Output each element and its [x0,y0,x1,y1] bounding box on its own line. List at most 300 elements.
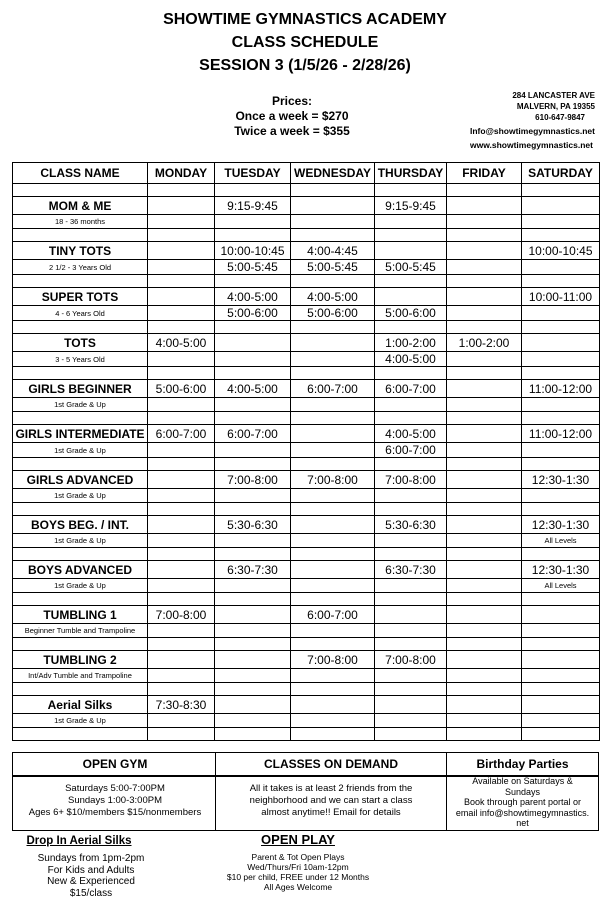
time-wednesday: 7:00-8:00 [291,471,375,489]
class-subrow [13,215,600,229]
time-tuesday-2 [215,352,291,367]
time-wednesday: 4:00-5:00 [291,288,375,306]
empty-cell [215,458,291,471]
time-wednesday-2 [291,443,375,458]
class-row [13,696,600,714]
empty-cell [291,367,375,380]
schedule-body [13,184,600,741]
class-row [13,242,600,260]
empty-cell [13,321,148,334]
address-phone: 610-647-9847 [535,113,585,122]
empty-cell [13,458,148,471]
class-subrow [13,398,600,412]
empty-cell [215,321,291,334]
schedule-table [12,162,600,741]
time-tuesday: 10:00-10:45 [215,242,291,260]
time-thursday-2 [375,489,447,503]
time-thursday-2 [375,714,447,728]
empty-cell [13,548,148,561]
time-friday [447,606,522,624]
empty-cell [215,638,291,651]
time-saturday: 12:30-1:30 [522,516,600,534]
session-title: SESSION 3 (1/5/26 - 2/28/26) [199,57,411,74]
time-thursday [375,606,447,624]
on-demand-line: neighborhood and we can start a class [249,795,413,806]
class-age-group: 4 - 6 Years Old [13,306,148,321]
empty-cell [291,728,375,741]
time-friday-2 [447,352,522,367]
time-tuesday: 9:15-9:45 [215,197,291,215]
empty-cell [291,412,375,425]
time-saturday: 10:00-10:45 [522,242,600,260]
open-play-line: Parent & Tot Open Plays [251,852,345,862]
class-row [13,380,600,398]
time-monday: 7:00-8:00 [148,606,215,624]
empty-cell [13,638,148,651]
time-monday [148,197,215,215]
time-thursday: 6:30-7:30 [375,561,447,579]
empty-cell [291,638,375,651]
time-saturday-2 [522,714,600,728]
class-age-group: 3 - 5 Years Old [13,352,148,367]
time-tuesday: 7:00-8:00 [215,471,291,489]
class-row [13,425,600,443]
class-name: BOYS ADVANCED [13,561,148,579]
time-friday [447,561,522,579]
time-thursday [375,242,447,260]
aerial-dropin-line: For Kids and Adults [47,864,135,876]
contact-email[interactable]: Info@showtimegymnastics.net [470,126,595,136]
class-age-group: 2 1/2 - 3 Years Old [13,260,148,275]
empty-cell [13,184,148,197]
time-monday-2 [148,443,215,458]
time-saturday-2 [522,489,600,503]
time-thursday: 7:00-8:00 [375,471,447,489]
empty-cell [522,548,600,561]
empty-cell [375,321,447,334]
empty-cell [447,321,522,334]
spacer-row [13,367,600,380]
col-header-thursday: THURSDAY [375,163,447,184]
class-name: Aerial Silks [13,696,148,714]
empty-cell [215,503,291,516]
time-wednesday-2 [291,714,375,728]
empty-cell [291,275,375,288]
time-friday [447,516,522,534]
time-tuesday-2 [215,489,291,503]
col-header-saturday: SATURDAY [522,163,600,184]
spacer-row [13,275,600,288]
class-age-group: 1st Grade & Up [13,443,148,458]
time-monday-2 [148,579,215,593]
open-gym-details [13,783,217,819]
time-thursday-2: 5:00-5:45 [375,260,447,275]
spacer-row [13,728,600,741]
class-row [13,288,600,306]
empty-cell [447,458,522,471]
time-wednesday-2 [291,489,375,503]
time-friday [447,197,522,215]
time-tuesday [215,334,291,352]
time-thursday: 4:00-5:00 [375,425,447,443]
class-subrow [13,534,600,548]
class-name: BOYS BEG. / INT. [13,516,148,534]
time-thursday-2 [375,215,447,229]
time-tuesday-2 [215,714,291,728]
class-age-group: 18 - 36 months [13,215,148,229]
aerial-dropin-title: Drop In Aerial Silks [26,835,132,847]
time-wednesday-2 [291,534,375,548]
empty-cell [447,548,522,561]
empty-cell [215,229,291,242]
class-row [13,197,600,215]
time-saturday-2 [522,398,600,412]
empty-cell [215,412,291,425]
empty-cell [522,229,600,242]
time-friday-2 [447,443,522,458]
time-wednesday: 6:00-7:00 [291,380,375,398]
time-thursday-2 [375,624,447,638]
time-saturday [522,651,600,669]
time-tuesday-2 [215,669,291,683]
empty-cell [375,638,447,651]
time-friday-2 [447,624,522,638]
class-age-group: 1st Grade & Up [13,398,148,412]
time-monday-2 [148,260,215,275]
spacer-row [13,458,600,471]
col-header-tuesday: TUESDAY [215,163,291,184]
time-thursday: 7:00-8:00 [375,651,447,669]
time-wednesday: 4:00-4:45 [291,242,375,260]
time-monday-2 [148,714,215,728]
header-row [13,163,600,184]
empty-cell [148,229,215,242]
class-subrow [13,579,600,593]
class-subrow [13,489,600,503]
time-thursday-2 [375,534,447,548]
open-play-line: Wed/Thurs/Fri 10am-12pm [247,862,349,872]
empty-cell [522,367,600,380]
empty-cell [447,275,522,288]
open-gym-line: Saturdays 5:00-7:00PM [65,783,165,794]
time-friday [447,380,522,398]
empty-cell [375,503,447,516]
address-street: 284 LANCASTER AVE [512,91,595,100]
price-once: Once a week = $270 [235,109,349,123]
time-thursday: 6:00-7:00 [375,380,447,398]
empty-cell [291,593,375,606]
class-name: TOTS [13,334,148,352]
empty-cell [148,275,215,288]
class-name: TUMBLING 2 [13,651,148,669]
class-subrow [13,352,600,367]
empty-cell [522,184,600,197]
empty-cell [375,184,447,197]
time-saturday-2: All Levels [522,579,600,593]
empty-cell [447,229,522,242]
empty-cell [375,412,447,425]
time-friday [447,651,522,669]
empty-cell [215,184,291,197]
class-row [13,334,600,352]
spacer-row [13,638,600,651]
time-wednesday-2 [291,579,375,593]
time-friday-2 [447,669,522,683]
time-wednesday-2 [291,352,375,367]
empty-cell [447,367,522,380]
empty-cell [375,728,447,741]
class-age-group: Int/Adv Tumble and Trampoline [13,669,148,683]
empty-cell [291,184,375,197]
birthday-title: Birthday Parties [476,757,569,771]
time-wednesday-2 [291,624,375,638]
time-thursday-2: 6:00-7:00 [375,443,447,458]
time-tuesday-2 [215,215,291,229]
time-tuesday [215,651,291,669]
time-friday [447,288,522,306]
empty-cell [375,229,447,242]
aerial-dropin-line: Sundays from 1pm-2pm [37,853,145,864]
price-twice: Twice a week = $355 [234,124,350,138]
class-row [13,516,600,534]
empty-cell [522,593,600,606]
empty-cell [522,321,600,334]
time-friday-2 [447,260,522,275]
time-tuesday: 5:30-6:30 [215,516,291,534]
time-monday: 4:00-5:00 [148,334,215,352]
time-monday-2 [148,624,215,638]
time-thursday: 9:15-9:45 [375,197,447,215]
time-thursday [375,288,447,306]
birthday-details [447,776,598,829]
empty-cell [13,229,148,242]
on-demand-line: All it takes is at least 2 friends from the [249,783,413,794]
aerial-dropin-line: $15/class [69,887,113,899]
col-header-monday: MONDAY [148,163,215,184]
empty-cell [215,728,291,741]
on-demand-box [215,752,447,831]
empty-cell [447,412,522,425]
time-saturday-2 [522,443,600,458]
birthday-line: email info@showtimegymnastics. [455,807,590,818]
open-gym-box [12,752,216,831]
empty-cell [13,728,148,741]
on-demand-divider [215,775,447,777]
time-wednesday [291,516,375,534]
prices-block [212,94,372,139]
prices-title: Prices: [271,94,313,108]
time-wednesday-2 [291,669,375,683]
class-age-group: 1st Grade & Up [13,714,148,728]
time-friday: 1:00-2:00 [447,334,522,352]
empty-cell [215,548,291,561]
class-name: GIRLS INTERMEDIATE [13,425,148,443]
time-wednesday: 6:00-7:00 [291,606,375,624]
open-play-line: $10 per child, FREE under 12 Months [226,872,370,882]
empty-cell [13,275,148,288]
time-friday [447,471,522,489]
birthday-line: Book through parent portal or [463,797,582,807]
time-friday-2 [447,215,522,229]
empty-cell [215,367,291,380]
on-demand-details [216,783,446,819]
empty-cell [148,458,215,471]
time-monday-2 [148,352,215,367]
spacer-row [13,593,600,606]
empty-cell [148,367,215,380]
time-tuesday [215,696,291,714]
time-saturday-2: All Levels [522,534,600,548]
time-monday: 6:00-7:00 [148,425,215,443]
class-age-group: 1st Grade & Up [13,489,148,503]
spacer-row [13,229,600,242]
class-subrow [13,669,600,683]
empty-cell [375,458,447,471]
empty-cell [375,548,447,561]
open-gym-divider [12,775,216,777]
empty-cell [522,458,600,471]
empty-cell [522,683,600,696]
class-subrow [13,306,600,321]
empty-cell [447,184,522,197]
empty-cell [522,638,600,651]
time-tuesday: 6:00-7:00 [215,425,291,443]
time-tuesday: 4:00-5:00 [215,288,291,306]
time-monday [148,651,215,669]
academy-title: SHOWTIME GYMNASTICS ACADEMY [163,11,447,28]
time-friday-2 [447,534,522,548]
address-city: MALVERN, PA 19355 [516,102,595,111]
time-thursday-2: 4:00-5:00 [375,352,447,367]
time-friday-2 [447,714,522,728]
open-gym-title: OPEN GYM [82,757,148,771]
time-thursday: 1:00-2:00 [375,334,447,352]
time-thursday-2 [375,579,447,593]
spacer-row [13,503,600,516]
class-subrow [13,624,600,638]
empty-cell [13,367,148,380]
empty-cell [447,728,522,741]
time-saturday [522,606,600,624]
time-friday [447,242,522,260]
on-demand-title: CLASSES ON DEMAND [263,757,398,771]
empty-cell [148,728,215,741]
time-wednesday-2 [291,398,375,412]
spacer-row [13,548,600,561]
time-saturday-2 [522,260,600,275]
time-wednesday: 7:00-8:00 [291,651,375,669]
time-saturday-2 [522,624,600,638]
empty-cell [447,593,522,606]
time-wednesday [291,561,375,579]
time-friday [447,696,522,714]
contact-website[interactable]: www.showtimegymnastics.net [470,140,593,150]
empty-cell [215,683,291,696]
class-age-group: 1st Grade & Up [13,579,148,593]
empty-cell [291,548,375,561]
time-wednesday-2 [291,215,375,229]
time-monday: 7:30-8:30 [148,696,215,714]
time-tuesday-2: 5:00-5:45 [215,260,291,275]
time-thursday: 5:30-6:30 [375,516,447,534]
class-row [13,606,600,624]
empty-cell [447,683,522,696]
time-friday-2 [447,489,522,503]
time-monday-2 [148,534,215,548]
empty-cell [375,593,447,606]
empty-cell [291,458,375,471]
col-header-class: CLASS NAME [13,163,148,184]
col-header-friday: FRIDAY [447,163,522,184]
empty-cell [148,503,215,516]
empty-cell [13,683,148,696]
empty-cell [447,503,522,516]
birthday-box [446,752,599,831]
time-monday-2 [148,669,215,683]
time-monday [148,561,215,579]
empty-cell [291,321,375,334]
empty-cell [375,367,447,380]
empty-cell [13,503,148,516]
class-name: GIRLS ADVANCED [13,471,148,489]
class-subrow [13,714,600,728]
class-name: TINY TOTS [13,242,148,260]
class-row [13,561,600,579]
time-monday-2 [148,215,215,229]
col-header-wednesday: WEDNESDAY [291,163,375,184]
time-saturday: 11:00-12:00 [522,425,600,443]
time-monday [148,516,215,534]
time-wednesday-2: 5:00-6:00 [291,306,375,321]
time-friday-2 [447,579,522,593]
time-friday [447,425,522,443]
time-tuesday-2 [215,624,291,638]
schedule-title: CLASS SCHEDULE [231,34,379,51]
open-play-title: OPEN PLAY [261,832,335,847]
empty-cell [148,683,215,696]
time-saturday-2 [522,669,600,683]
time-tuesday: 4:00-5:00 [215,380,291,398]
class-age-group: Beginner Tumble and Trampoline [13,624,148,638]
empty-cell [148,184,215,197]
time-saturday: 10:00-11:00 [522,288,600,306]
time-thursday-2 [375,669,447,683]
class-row [13,471,600,489]
spacer-row [13,683,600,696]
time-saturday: 12:30-1:30 [522,561,600,579]
class-subrow [13,260,600,275]
empty-cell [447,638,522,651]
empty-cell [148,638,215,651]
empty-cell [215,593,291,606]
open-gym-line: Sundays 1:00-3:00PM [67,795,162,806]
open-play-line: All Ages Welcome [263,882,333,892]
spacer-row [13,321,600,334]
time-saturday [522,696,600,714]
time-tuesday-2 [215,443,291,458]
time-saturday-2 [522,352,600,367]
class-age-group: 1st Grade & Up [13,534,148,548]
time-wednesday [291,696,375,714]
empty-cell [522,503,600,516]
empty-cell [13,412,148,425]
time-saturday-2 [522,306,600,321]
birthday-line: Available on Saturdays & [472,776,573,786]
time-monday [148,471,215,489]
spacer-row [13,184,600,197]
aerial-dropin-details [16,853,166,899]
class-row [13,651,600,669]
